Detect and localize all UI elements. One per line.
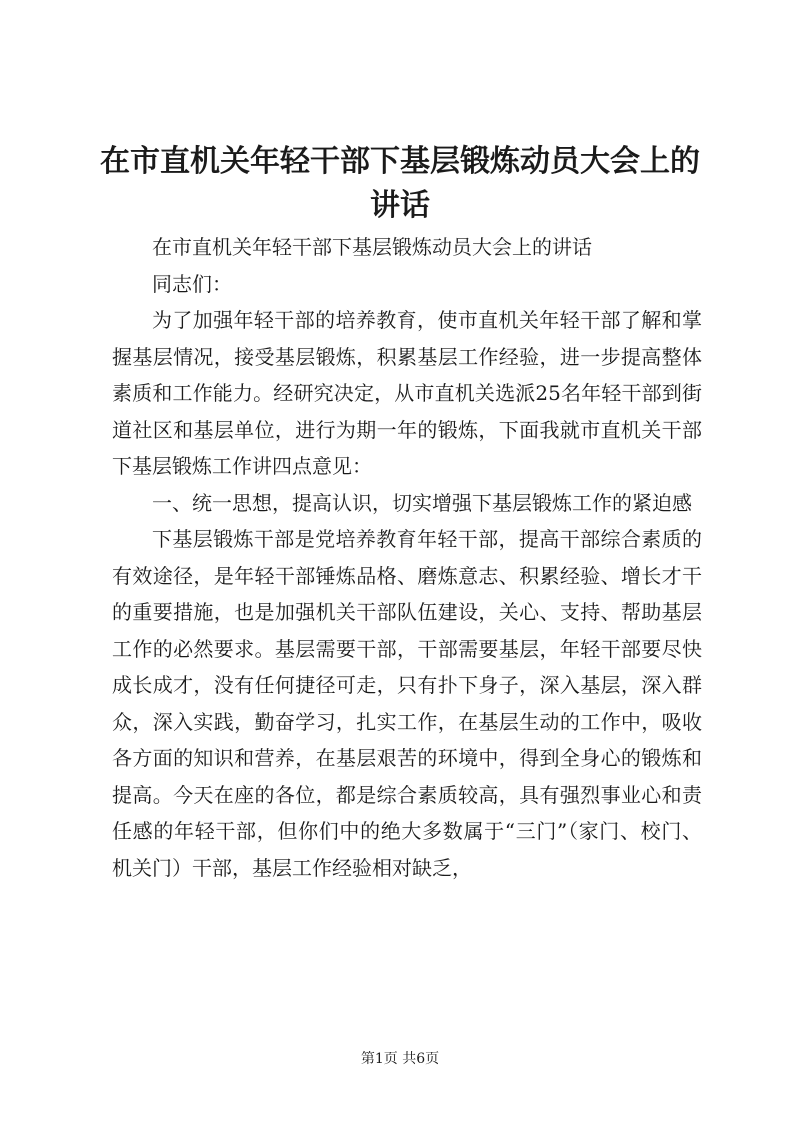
subtitle-paragraph: 在市直机关年轻干部下基层锻炼动员大会上的讲话	[152, 235, 592, 259]
document-body	[112, 229, 702, 886]
section-heading: 一、统一思想，提高认识，切实增强下基层锻炼工作的紧迫感	[152, 490, 692, 515]
page-number: 第1页 共6页	[360, 1051, 440, 1067]
salutation-paragraph: 同志们：	[152, 271, 232, 296]
body-paragraph: 为了加强年轻干部的培养教育，使市直机关年轻干部了解和掌握基层情况，接受基层锻炼，积累基层工作经验，进一步提高整体素质和工作能力。经研究决定，从市直机关选派25名年轻干部到街道社区和基层单位，进行为期一年的锻炼，下面我就市直机关干部下基层锻炼工作讲四点意见：	[112, 308, 702, 478]
document-title: 在市直机关年轻干部下基层锻炼动员大会上的讲话	[100, 144, 700, 223]
body-paragraph: 下基层锻炼干部是党培养教育年轻干部，提高干部综合素质的有效途径，是年轻干部锤炼品格、磨炼意志、积累经验、增长才干的重要措施，也是加强机关干部队伍建设，关心、支持、帮助基层工作的必然要求。基层需要干部，干部需要基层，年轻干部要尽快成长成才，没有任何捷径可走，只有扑下身子，深入基层，深入群众，深入实践，勤奋学习，扎实工作，在基层生动的工作中，吸收各方面的知识和营养，在基层艰苦的环境中，得到全身心的锻炼和提高。今天在座的各位，都是综合素质较高，具有强烈事业心和责任感的年轻干部，但你们中的绝大多数属于“三门”（家门、校门、机关门）干部，基层工作经验相对缺乏，	[112, 527, 702, 880]
